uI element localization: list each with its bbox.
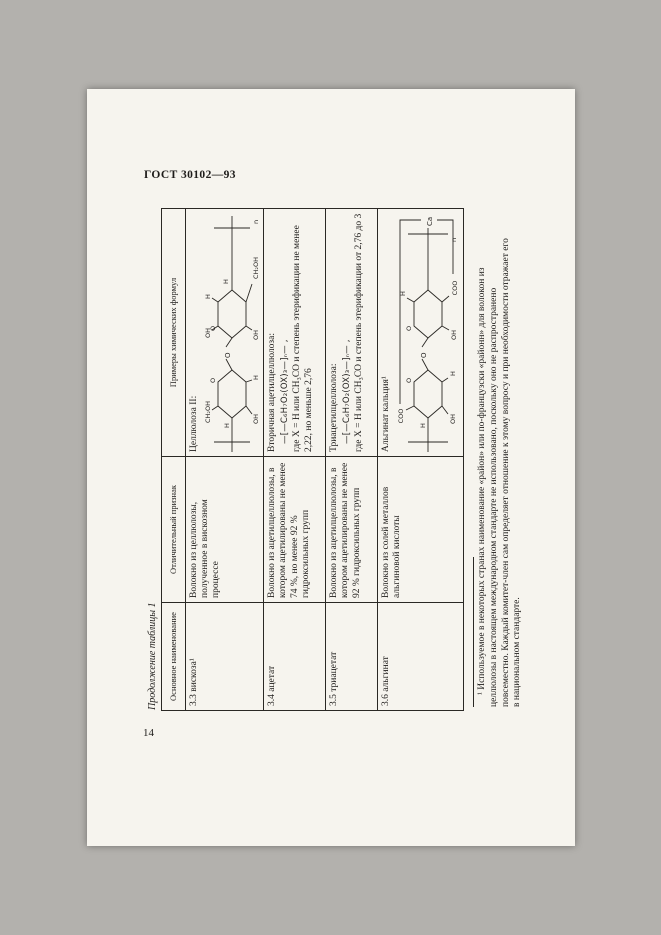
chem-label-oh: OH	[204, 327, 213, 338]
cell-feature-alginate: Волокно из солей металлов альгиновой кислоты	[378, 457, 464, 603]
chem-label-coo: COO	[397, 408, 406, 424]
cell-feature-triacetate: Волокно из ацетилцеллюлозы, в котором ацетилированы не менее 92 % гидроксильных групп	[326, 457, 378, 603]
chem-label-ch2oh: CH₂OH	[252, 256, 261, 280]
chem-label-n-subscript: n	[450, 237, 459, 242]
table-row-triacetate	[326, 209, 378, 711]
gost-standard-number: ГОСТ 30102—93	[144, 169, 236, 181]
rotated-table-block	[147, 205, 527, 713]
chem-label-ca: Ca	[426, 216, 435, 226]
bond-lines	[212, 216, 252, 452]
formula-title-calcium-alginate: Альгинат кальция¹	[381, 376, 392, 452]
chem-label-oh: OH	[252, 413, 261, 424]
table-row-acetate	[264, 209, 326, 711]
table-row-viscose	[186, 209, 264, 711]
col-header-chemical-formulas: Примеры химических формул	[162, 209, 186, 457]
formula-title-cellulose: Целлюлоза II:	[189, 395, 199, 452]
page-number: 14	[143, 727, 154, 739]
cell-formula-viscose	[186, 209, 264, 457]
document-page	[87, 89, 575, 846]
cell-name-acetate: 3.4 ацетат	[264, 603, 326, 711]
chem-label-h: H	[399, 291, 408, 296]
cell-feature-acetate: Волокно из ацетилцеллюлозы, в котором ацетилированы не менее 74 %, но менее 92 % гидроксильных групп	[264, 457, 326, 603]
chem-label-oh: OH	[252, 329, 261, 340]
cell-formula-alginate	[378, 209, 464, 457]
cell-formula-acetate	[264, 209, 326, 457]
footnote-text: ¹ Используемое в некоторых странах наименование «район» или по-французски «районн» для волокон из целлюлозы в настоящем международном стандарте не использовано, поскольку оно не распространено повсеместно. Каждый комитет-член сам определяет отношение к этому вопросу и при необходимости отражает его в национальном стандарте.	[477, 238, 523, 707]
chem-label-bridge-o: O	[420, 352, 429, 358]
chem-label-ring-o: O	[405, 377, 414, 383]
table-header-row	[162, 209, 186, 711]
cell-formula-triacetate	[326, 209, 378, 457]
calcium-alginate-structure-diagram	[394, 214, 460, 452]
cellulose-structure-diagram	[202, 214, 260, 452]
col-header-basic-name: Основное наименование	[162, 603, 186, 711]
chem-label-oh: OH	[450, 329, 459, 340]
chem-label-h: H	[222, 279, 231, 284]
col-header-distinctive-feature: Отличительный признак	[162, 457, 186, 603]
cell-name-viscose: 3.3 вискоза¹	[186, 603, 264, 711]
chem-label-bridge-o: O	[224, 352, 233, 358]
chem-label-h: H	[204, 294, 213, 299]
formula-title-triacetylcellulose: Триацетилцеллюлоза:	[329, 363, 340, 452]
formula-note-esterification: где X = H или CH₃CO и степень этерификации не менее 2,22, но меньше 2,76	[292, 225, 314, 452]
chem-label-ring-o: O	[209, 325, 218, 331]
formula-triacetylcellulose: —[—C₆H₇O₂(OX)₃—]ₙ— ,	[342, 339, 353, 444]
chem-label-n-subscript: n	[252, 219, 261, 224]
landscape-content	[147, 205, 527, 713]
chem-label-h: H	[419, 423, 428, 428]
fiber-terms-table	[161, 208, 464, 711]
chem-label-coo: COO	[451, 280, 460, 296]
formula-note-esterification: где X = H или CH₃CO и степень этерификации от 2,76 до 3	[354, 213, 365, 452]
chem-label-ring-o: O	[405, 325, 414, 331]
chem-label-ch2oh: CH₂OH	[204, 400, 213, 424]
chem-label-h: H	[449, 371, 458, 376]
chem-label-oh: OH	[449, 413, 458, 424]
table-continuation-caption: Продолжение таблицы 1	[147, 602, 158, 710]
chem-label-h: H	[252, 375, 261, 380]
chem-label-h: H	[223, 423, 232, 428]
formula-title-secondary-acetylcellulose: Вторичная ацетилцеллюлоза:	[267, 332, 278, 452]
chem-label-ring-o: O	[209, 377, 218, 383]
cell-name-triacetate: 3.5 триацетат	[326, 603, 378, 711]
bond-lines	[400, 220, 453, 452]
cell-feature-viscose: Волокно из целлюлозы, полученное в вискозном процессе	[186, 457, 264, 603]
footnote-separator-rule	[473, 557, 474, 707]
formula-acetylcellulose: —[—C₆H₇O₂(OX)₃—]ₙ— ,	[280, 339, 291, 444]
cell-name-alginate: 3.6 альгинат	[378, 603, 464, 711]
table-row-alginate	[378, 209, 464, 711]
